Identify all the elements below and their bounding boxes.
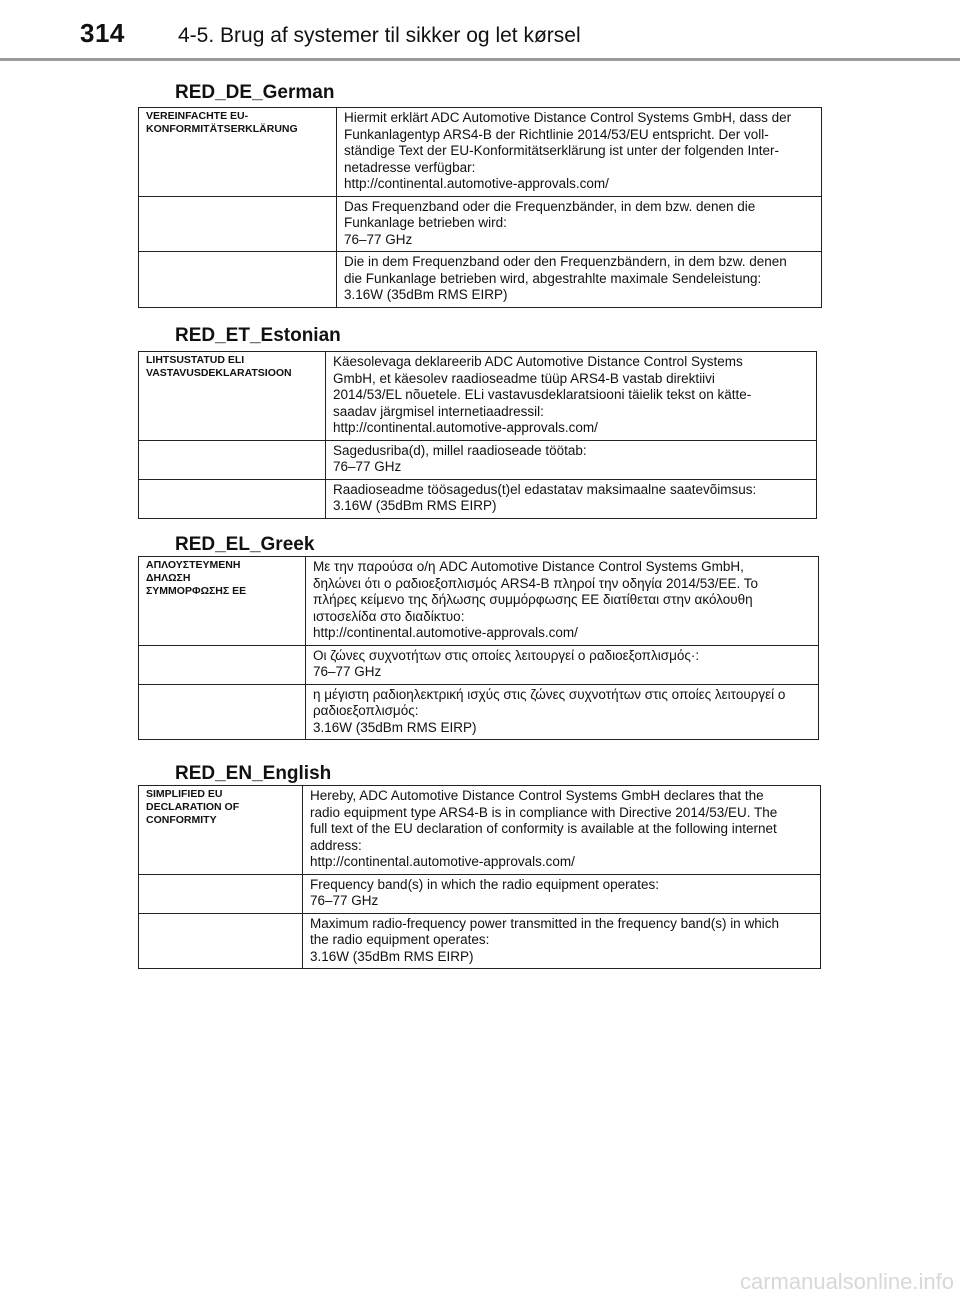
- text-line: Sagedusriba(d), millel raadioseade töötab:: [333, 442, 587, 458]
- text-line: GmbH, et käesolev raadioseadme tüüp ARS4-B vastab direktiivi: [333, 370, 715, 386]
- text-line: η μέγιστη ραδιοηλεκτρική ισχύς στις ζώνες συχνοτήτων στις οποίες λειτουργεί ο: [313, 686, 786, 702]
- label-cell: [139, 684, 306, 740]
- text-line: 3.16W (35dBm RMS EIRP): [344, 287, 508, 302]
- text-line: Με την παρούσα ο/η ADC Automotive Distance Control Systems GmbH,: [313, 559, 744, 574]
- label-line: SIMPLIFIED EU: [146, 788, 223, 800]
- chapter-title: 4-5. Brug af systemer til sikker og let kørsel: [178, 24, 581, 47]
- text-cell: [306, 645, 819, 684]
- table-row: [139, 440, 817, 479]
- text-line: Hiermit erklärt ADC Automotive Distance Control Systems GmbH, dass der: [344, 110, 792, 125]
- table-row: [139, 196, 822, 252]
- table-row: [139, 479, 817, 518]
- text-line: Funkanlage betrieben wird:: [344, 215, 507, 230]
- table-row: [139, 786, 821, 875]
- label-cell: [139, 786, 303, 875]
- header-rule: [0, 58, 960, 61]
- text-line: Funkanlagentyp ARS4-B der Richtlinie 2014/53/EU entspricht. Der voll-: [344, 126, 769, 142]
- text-line: http://continental.automotive-approvals.com/: [313, 625, 578, 640]
- text-line: 3.16W (35dBm RMS EIRP): [333, 498, 497, 513]
- declaration-table: [138, 351, 817, 519]
- text-line: address:: [310, 837, 362, 853]
- label-cell: [139, 557, 306, 646]
- text-line: saadav järgmisel internetiaadressil:: [333, 403, 544, 419]
- text-cell: [303, 786, 821, 875]
- label-line: ΑΠΛΟΥΣΤΕΥΜΕΝΗ: [146, 559, 241, 571]
- text-line: Das Frequenzband oder die Frequenzbänder, in dem bzw. denen die: [344, 198, 756, 214]
- text-cell: [326, 352, 817, 441]
- text-line: http://continental.automotive-approvals.com/: [333, 420, 598, 435]
- text-cell: [326, 479, 817, 518]
- text-line: 2014/53/EL nõuetele. ELi vastavusdeklaratsiooni täielik tekst on kätte-: [333, 387, 752, 402]
- label-cell: [139, 479, 326, 518]
- label-line: KONFORMITÄTSERKLÄRUNG: [146, 123, 298, 135]
- text-line: Frequency band(s) in which the radio equipment operates:: [310, 876, 659, 892]
- page-number: 314: [80, 18, 125, 48]
- table-row: [139, 252, 822, 308]
- text-line: 76–77 GHz: [333, 459, 402, 474]
- label-cell: [139, 352, 326, 441]
- label-line: CONFORMITY: [146, 814, 217, 826]
- label-cell: [139, 196, 337, 252]
- declaration-table: [138, 107, 822, 308]
- text-cell: [337, 108, 822, 197]
- label-cell: [139, 440, 326, 479]
- text-cell: [326, 440, 817, 479]
- label-line: LIHTSUSTATUD ELI: [146, 354, 245, 366]
- section-title: RED_DE_German: [175, 82, 335, 103]
- section-title: RED_ET_Estonian: [175, 325, 341, 346]
- text-line: δηλώνει ότι ο ραδιοεξοπλισμός ARS4-B πληροί την οδηγία 2014/53/ΕΕ. Το: [313, 575, 759, 591]
- label-cell: [139, 252, 337, 308]
- label-line: DECLARATION OF: [146, 801, 240, 813]
- label-line: VASTAVUSDEKLARATSIOON: [146, 367, 292, 379]
- label-cell: [139, 108, 337, 197]
- text-line: die Funkanlage betrieben wird, abgestrahlte maximale Sendeleistung:: [344, 270, 762, 286]
- text-line: http://continental.automotive-approvals.com/: [344, 176, 609, 191]
- text-cell: [337, 196, 822, 252]
- text-line: 76–77 GHz: [344, 231, 413, 247]
- label-cell: [139, 913, 303, 969]
- declaration-table: [138, 785, 821, 969]
- text-line: http://continental.automotive-approvals.com/: [310, 854, 575, 869]
- text-line: radio equipment type ARS4-B is in compliance with Directive 2014/53/EU. The: [310, 804, 778, 820]
- table-row: [139, 913, 821, 969]
- text-cell: [303, 913, 821, 969]
- text-line: πλήρες κείμενο της δήλωσης συμμόρφωσης ΕΕ διατίθεται στην ακόλουθη: [313, 592, 753, 607]
- text-line: ιστοσελίδα στο διαδίκτυο:: [313, 608, 465, 624]
- section-title: RED_EL_Greek: [175, 534, 315, 555]
- text-line: netadresse verfügbar:: [344, 159, 476, 175]
- text-line: 3.16W (35dBm RMS EIRP): [310, 948, 474, 964]
- label-line: VEREINFACHTE EU-: [146, 110, 249, 122]
- declaration-table: [138, 556, 819, 740]
- text-line: Οι ζώνες συχνοτήτων στις οποίες λειτουργεί ο ραδιοεξοπλισμός·:: [313, 647, 700, 663]
- text-line: full text of the EU declaration of conformity is available at the following internet: [310, 821, 777, 836]
- text-line: ραδιοεξοπλισμός:: [313, 703, 419, 718]
- page-header: [0, 0, 960, 60]
- text-cell: [306, 684, 819, 740]
- label-line: ΣΥΜΜΟΡΦΩΣΗΣ ΕΕ: [146, 585, 247, 597]
- table-row: [139, 684, 819, 740]
- text-cell: [337, 252, 822, 308]
- text-line: 3.16W (35dBm RMS EIRP): [313, 719, 477, 735]
- table-row: [139, 557, 819, 646]
- text-line: Die in dem Frequenzband oder den Frequenzbändern, in dem bzw. denen: [344, 254, 787, 269]
- text-cell: [303, 874, 821, 913]
- label-cell: [139, 874, 303, 913]
- table-row: [139, 874, 821, 913]
- text-line: Käesolevaga deklareerib ADC Automotive Distance Control Systems: [333, 354, 743, 369]
- text-line: Maximum radio-frequency power transmitted in the frequency band(s) in which: [310, 915, 779, 931]
- text-line: 76–77 GHz: [313, 664, 382, 679]
- label-line: ΔΗΛΩΣΗ: [146, 572, 191, 584]
- text-line: the radio equipment operates:: [310, 932, 490, 947]
- table-row: [139, 645, 819, 684]
- watermark: carmanualsonline.info: [739, 1269, 954, 1294]
- text-cell: [306, 557, 819, 646]
- text-line: ständige Text der EU-Konformitätserklärung ist unter der folgenden Inter-: [344, 143, 779, 158]
- text-line: 76–77 GHz: [310, 893, 379, 908]
- label-cell: [139, 645, 306, 684]
- text-line: Raadioseadme töösagedus(t)el edastatav maksimaalne saatevõimsus:: [333, 481, 757, 497]
- table-row: [139, 352, 817, 441]
- table-row: [139, 108, 822, 197]
- text-line: Hereby, ADC Automotive Distance Control Systems GmbH declares that the: [310, 788, 764, 803]
- section-title: RED_EN_English: [175, 763, 332, 784]
